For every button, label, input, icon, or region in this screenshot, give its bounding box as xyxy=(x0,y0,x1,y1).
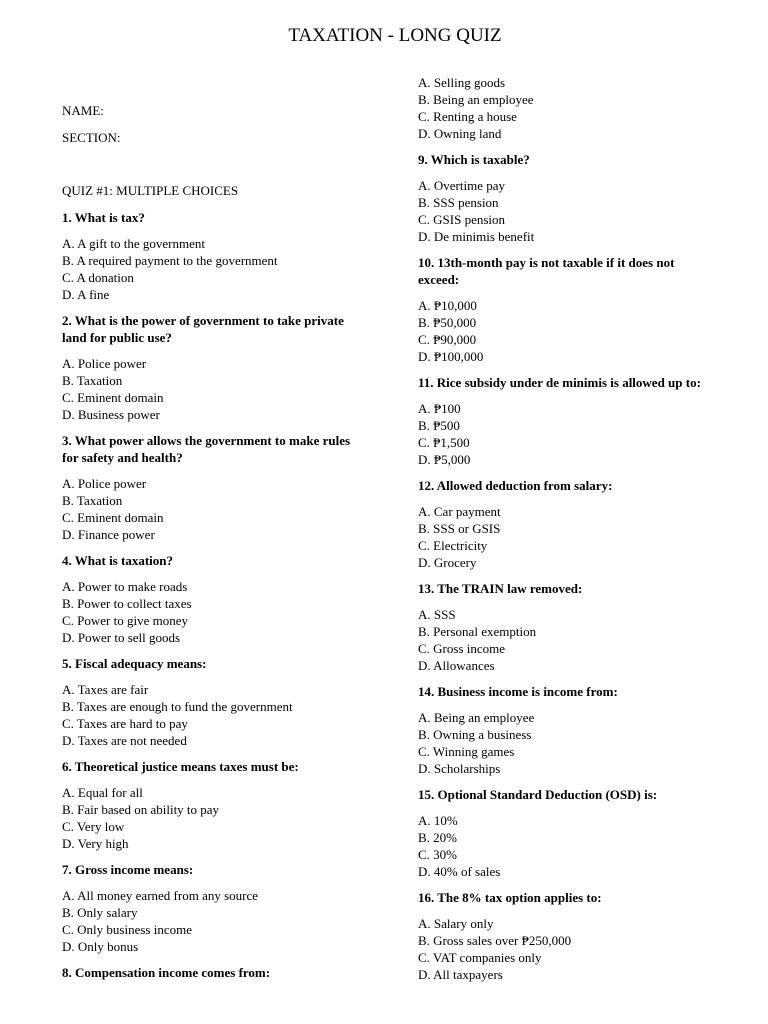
option-list xyxy=(418,709,708,777)
answer-option: D. All taxpayers xyxy=(418,967,503,982)
answer-option: A. Police power xyxy=(62,476,147,491)
answer-option: B. ₱50,000 xyxy=(418,315,477,330)
option-list xyxy=(418,177,708,245)
answer-option: B. Taxes are enough to fund the government xyxy=(62,699,293,714)
answer-option: B. Fair based on ability to pay xyxy=(62,802,220,817)
question-text: 1. What is tax? xyxy=(62,210,145,225)
answer-option: B. A required payment to the government xyxy=(62,253,278,268)
option-list xyxy=(62,475,362,543)
answer-option: A. Salary only xyxy=(418,916,494,931)
answer-option: A. Taxes are fair xyxy=(62,682,149,697)
answer-option: C. Power to give money xyxy=(62,613,189,628)
answer-option: C. Taxes are hard to pay xyxy=(62,716,188,731)
answer-option: D. De minimis benefit xyxy=(418,229,535,244)
page-title: TAXATION - LONG QUIZ xyxy=(288,25,502,46)
option-list xyxy=(62,784,362,852)
name-label: NAME: xyxy=(62,103,104,118)
option-list xyxy=(418,915,708,983)
answer-option: C. A donation xyxy=(62,270,134,285)
answer-option: D. A fine xyxy=(62,287,110,302)
question-text: 14. Business income is income from: xyxy=(418,684,618,699)
answer-option: C. Winning games xyxy=(418,744,515,759)
answer-option: A. Power to make roads xyxy=(62,579,188,594)
answer-option: D. Power to sell goods xyxy=(62,630,181,645)
option-list xyxy=(62,578,362,646)
answer-option: C. 30% xyxy=(418,847,457,862)
answer-option: B. Owning a business xyxy=(418,727,532,742)
option-list xyxy=(418,812,708,880)
question-text: 9. Which is taxable? xyxy=(418,152,530,167)
answer-option: B. ₱500 xyxy=(418,418,460,433)
answer-option: A. A gift to the government xyxy=(62,236,205,251)
answer-option: D. 40% of sales xyxy=(418,864,501,879)
answer-option: B. Taxation xyxy=(62,373,123,388)
answer-option: A. Overtime pay xyxy=(418,178,506,193)
option-list xyxy=(62,887,362,955)
answer-option: D. ₱5,000 xyxy=(418,452,471,467)
question-text: 7. Gross income means: xyxy=(62,862,194,877)
question-text: 6. Theoretical justice means taxes must be: xyxy=(62,759,299,774)
answer-option: D. ₱100,000 xyxy=(418,349,484,364)
right-column xyxy=(418,74,708,992)
answer-option: C. Very low xyxy=(62,819,125,834)
answer-option: D. Allowances xyxy=(418,658,495,673)
answer-option: A. Being an employee xyxy=(418,710,535,725)
answer-option: C. GSIS pension xyxy=(418,212,506,227)
answer-option: B. SSS or GSIS xyxy=(418,521,501,536)
question-text: 4. What is taxation? xyxy=(62,553,173,568)
option-list xyxy=(418,400,708,468)
question-text: 2. What is the power of government to take private land for public use? xyxy=(62,313,344,345)
question-text: 11. Rice subsidy under de minimis is allowed up to: xyxy=(418,375,701,390)
answer-option: A. Car payment xyxy=(418,504,501,519)
left-column xyxy=(62,102,362,990)
answer-option: C. ₱90,000 xyxy=(418,332,477,347)
question-text: 10. 13th-month pay is not taxable if it does not exceed: xyxy=(418,255,675,287)
answer-option: B. Gross sales over ₱250,000 xyxy=(418,933,572,948)
option-list xyxy=(418,503,708,571)
answer-option: B. Taxation xyxy=(62,493,123,508)
answer-option: A. ₱100 xyxy=(418,401,461,416)
answer-option: D. Very high xyxy=(62,836,129,851)
answer-option: B. Being an employee xyxy=(418,92,534,107)
left-question-list xyxy=(62,209,362,981)
answer-option: C. Only business income xyxy=(62,922,192,937)
right-question-list xyxy=(418,74,708,983)
answer-option: A. Police power xyxy=(62,356,147,371)
answer-option: A. Selling goods xyxy=(418,75,506,90)
answer-option: A. Equal for all xyxy=(62,785,143,800)
answer-option: D. Scholarships xyxy=(418,761,501,776)
answer-option: D. Taxes are not needed xyxy=(62,733,187,748)
answer-option: B. Only salary xyxy=(62,905,138,920)
question-text: 15. Optional Standard Deduction (OSD) is: xyxy=(418,787,658,802)
question-text: 13. The TRAIN law removed: xyxy=(418,581,583,596)
section-label: SECTION: xyxy=(62,130,121,145)
option-list xyxy=(62,355,362,423)
answer-option: D. Business power xyxy=(62,407,160,422)
question-text: 16. The 8% tax option applies to: xyxy=(418,890,602,905)
quiz-heading: QUIZ #1: MULTIPLE CHOICES xyxy=(62,183,239,198)
answer-option: B. 20% xyxy=(418,830,457,845)
question-text: 5. Fiscal adequacy means: xyxy=(62,656,207,671)
answer-option: C. Electricity xyxy=(418,538,488,553)
answer-option: C. Renting a house xyxy=(418,109,517,124)
option-list xyxy=(418,297,708,365)
question-text: 12. Allowed deduction from salary: xyxy=(418,478,613,493)
answer-option: B. Power to collect taxes xyxy=(62,596,192,611)
answer-option: A. ₱10,000 xyxy=(418,298,477,313)
answer-option: C. Eminent domain xyxy=(62,510,164,525)
answer-option: C. Gross income xyxy=(418,641,506,656)
question-text: 8. Compensation income comes from: xyxy=(62,965,271,980)
option-list xyxy=(62,681,362,749)
answer-option: C. Eminent domain xyxy=(62,390,164,405)
answer-option: D. Only bonus xyxy=(62,939,139,954)
answer-option: C. ₱1,500 xyxy=(418,435,470,450)
answer-option: A. SSS xyxy=(418,607,456,622)
answer-option: C. VAT companies only xyxy=(418,950,542,965)
answer-option: B. Personal exemption xyxy=(418,624,537,639)
option-list xyxy=(62,235,362,303)
question-text: 3. What power allows the government to make rules for safety and health? xyxy=(62,433,351,465)
option-list xyxy=(418,606,708,674)
answer-option: A. 10% xyxy=(418,813,458,828)
answer-option: B. SSS pension xyxy=(418,195,499,210)
answer-option: D. Grocery xyxy=(418,555,477,570)
option-list xyxy=(418,74,708,142)
answer-option: D. Finance power xyxy=(62,527,155,542)
answer-option: A. All money earned from any source xyxy=(62,888,259,903)
answer-option: D. Owning land xyxy=(418,126,502,141)
